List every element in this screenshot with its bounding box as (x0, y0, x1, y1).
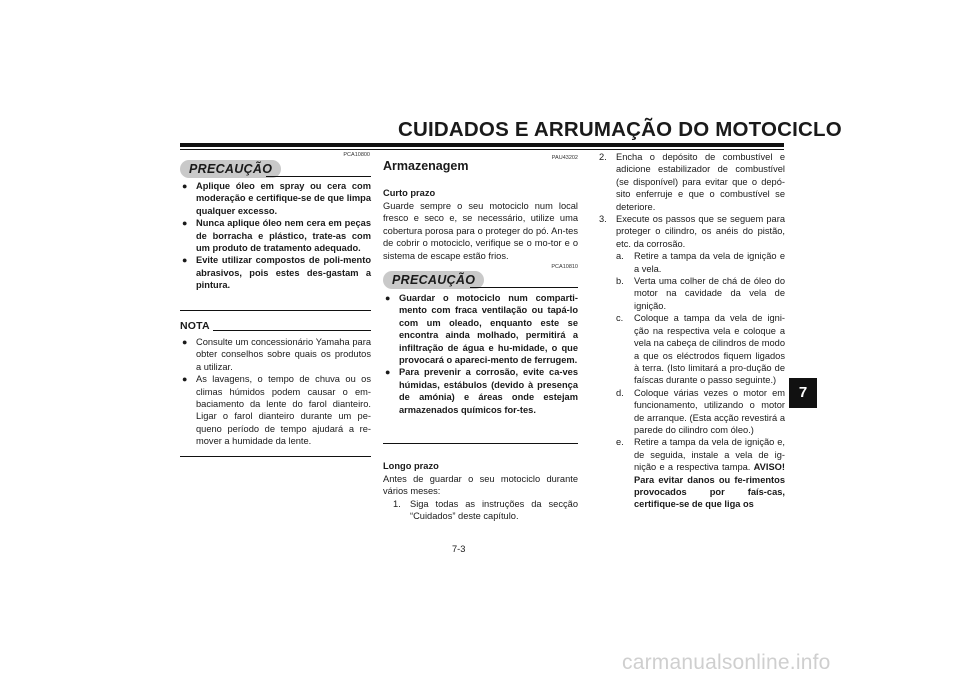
caution-bullet: ● Aplique óleo em spray ou cera com moderação e certifique-se de que limpa qualquer excesso. (182, 181, 371, 216)
short-term-title: Curto prazo (383, 188, 436, 198)
caution-code: PCA10800 (343, 152, 370, 158)
caution-bullet: ● Evite utilizar compostos de poli-mento abrasivos, pois estes des-gastam a pintura. (182, 255, 371, 291)
long-term-title: Longo prazo (383, 461, 439, 471)
short-term-text: Guarde sempre o seu motociclo num local fresco e seco e, se necessário, utilize uma cobertura porosa para o proteger do pó. An-tes de cobrir o motociclo, verifique se o mo-tor e o sistema de escape estão frios. (383, 201, 578, 261)
caution-bullet: ● Nunca aplique óleo nem cera em peças de borracha e plástico, trate-as com um produto de tratamento adequado. (182, 218, 371, 254)
caution-bullet: ● Guardar o motociclo num comparti-mento com fraca ventilação ou tapá-lo com um oleado, enquanto este se encontra ainda molhado, permitirá a infiltração de água e hu-midade, o que provocará o apareci-mento de ferrugem. (385, 293, 578, 366)
storage-step: 2. Encha o depósito de combustível e adicione estabilizador de combustível (se disponível) para evitar que o depó-sito enferruje e que o combustível se deteriore. (599, 152, 785, 212)
caution-code: PCA10810 (551, 264, 578, 270)
nota-bullet: ● Consulte um concessionário Yamaha para obter conselhos sobre quais os produtos a utilizar. (182, 337, 371, 372)
bullet-icon: ● (182, 218, 188, 229)
nota-bullet: ● As lavagens, o tempo de chuva ou os climas húmidos podem causar o em-baciamento da lente do farol dianteiro. Ligar o farol dianteiro durante um pe-queno período de tempo ajudará a re-mover a humidade da lente. (182, 374, 371, 447)
caution-end-rule (180, 310, 371, 311)
caution-bullets (383, 292, 578, 416)
long-term-text: Antes de guardar o seu motociclo durante vários meses: (383, 474, 578, 497)
caution-bullet: ● Para prevenir a corrosão, evite ca-ves húmidas, estábulos (devido à presença de amónia) e áreas onde estejam armazenados químicos for-tes. (385, 367, 578, 415)
storage-step: 1. Siga todas as instruções da secção “Cuidados” deste capítulo. (393, 499, 578, 522)
page-number: 7-3 (452, 544, 466, 554)
storage-substep: c. Coloque a tampa da vela de igni-ção na respectiva vela e coloque a vela na cabeça de cilindros de modo a que os eléctrodos fiquem ligados à terra. (Isto limitará a pro-dução de faíscas durante o passo seguinte.) (616, 313, 785, 386)
page-header-title: CUIDADOS E ARRUMAÇÃO DO MOTOCICLO (398, 118, 842, 141)
caution-tag-rule (266, 176, 371, 177)
header-rule-thin (180, 149, 784, 150)
header-rule (180, 143, 784, 147)
bullet-icon: ● (385, 367, 391, 378)
bullet-icon: ● (182, 374, 188, 385)
caution-end-rule (383, 443, 578, 444)
section-code: PAU43202 (551, 155, 578, 161)
caution-label: PRECAUÇÃO (383, 271, 484, 289)
watermark: carmanualsonline.info (622, 651, 831, 674)
nota-bullets (180, 336, 371, 448)
storage-substep: b. Verta uma colher de chá de óleo do motor na cavidade da vela de ignição. (616, 276, 785, 311)
bullet-icon: ● (182, 255, 188, 266)
nota-label: NOTA (180, 320, 210, 332)
storage-substep: a. Retire a tampa da vela de ignição e a vela. (616, 251, 785, 274)
chapter-tab: 7 (789, 378, 817, 408)
storage-steps-continued (599, 151, 785, 511)
caution-bullets (180, 180, 371, 292)
nota-end-rule (180, 456, 371, 457)
bullet-icon: ● (182, 337, 188, 347)
storage-substep: e. Retire a tampa da vela de ignição e, de seguida, instale a vela de ig-nição e a respectiva tampa. AVISO! Para evitar danos ou fe-rimentos provocados por faís-cas, certifique-se de que liga os (616, 437, 785, 510)
caution-tag-rule (470, 287, 578, 288)
notice-warning: AVISO! Para evitar danos ou fe-rimentos provocados por faís-cas, certifique-se de que liga os (634, 462, 785, 510)
bullet-icon: ● (385, 293, 391, 303)
storage-step: 3. Execute os passos que se seguem para proteger o cilindro, os anéis do pistão, etc. da corrosão. a. Retire a tampa da vela de ignição e a vela. b. Verta uma colher de chá de óleo do motor na cavidade da vela de ignição. c. Coloque a tampa da vela de igni-ção na respectiva vela e coloque a vela na cabeça de cilindros de modo a que os eléctrodos fiquem ligados à terra. (Isto limitará a pro-dução de faíscas durante o passo seguinte.) d. Coloque várias vezes o motor em funcionamento, utilizando o motor de arranque. (Esta acção revestirá a parede do cilindro com óleo.) e. Retire a tampa da vela de ignição e, de seguida, instale a vela de ig-nição e a respectiva tampa. AVISO! Para evitar danos ou fe-rimentos provocados por faís-cas, certifique-se de que liga os (599, 214, 785, 510)
bullet-icon: ● (182, 181, 188, 191)
storage-substep: d. Coloque várias vezes o motor em funcionamento, utilizando o motor de arranque. (Esta acção revestirá a parede do cilindro com óleo.) (616, 387, 785, 435)
storage-steps (393, 498, 578, 523)
section-title: Armazenagem (383, 159, 469, 173)
caution-label: PRECAUÇÃO (180, 160, 281, 178)
nota-rule (213, 330, 371, 331)
